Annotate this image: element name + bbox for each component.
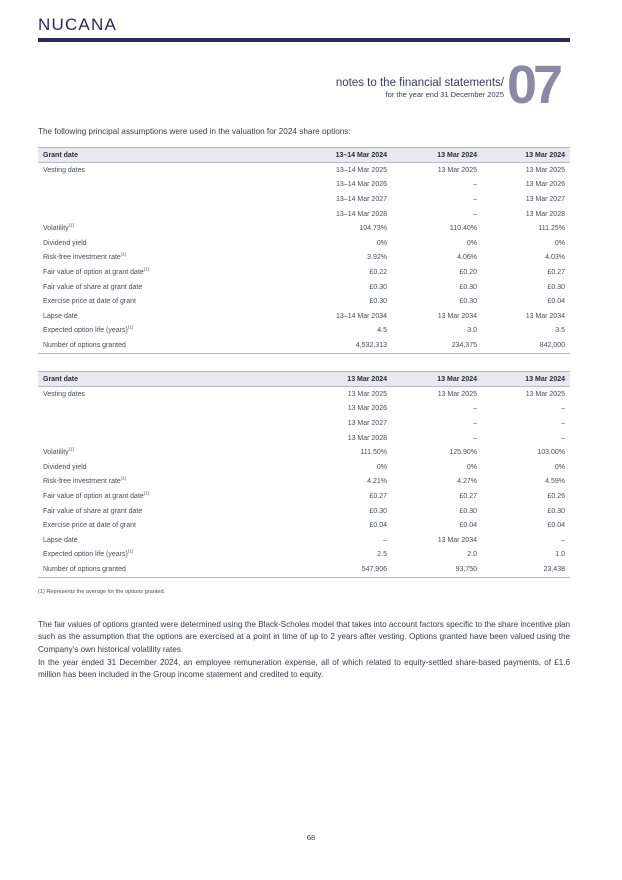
table-cell: £0.30: [547, 283, 565, 291]
table-cell: £0.26: [547, 492, 565, 500]
row-label-text: Dividend yield: [43, 463, 87, 471]
table-cell: 3.92%: [367, 254, 387, 262]
row-label-text: Fair value of share at grant date: [43, 507, 143, 515]
footnote-marker: (1): [68, 222, 75, 228]
row-label-text: Fair value of option at grant date: [43, 492, 144, 500]
table-row: [38, 251, 570, 266]
table-cell: –: [473, 210, 477, 218]
table-cell: £0.22: [369, 268, 387, 276]
table-cell: 4.06%: [457, 254, 477, 262]
row-label: [38, 533, 302, 548]
table-cell: 125.90%: [449, 449, 477, 457]
table-cell: –: [561, 536, 565, 544]
row-label-text: Vesting dates: [43, 166, 86, 174]
column-header: 13–14 Mar 2024: [302, 148, 392, 163]
table-cell: £0.04: [369, 522, 387, 530]
row-label: [38, 416, 302, 431]
table-cell: 13 Mar 2034: [437, 536, 477, 544]
footnote-marker: (1): [120, 252, 127, 258]
table-row: [38, 309, 570, 324]
row-label-text: Volatility: [43, 225, 69, 233]
table-cell: –: [473, 181, 477, 189]
column-header: 13 Mar 2024: [482, 148, 570, 163]
table-cell: 0%: [554, 463, 565, 471]
footnote-marker: (1): [143, 266, 150, 272]
row-label-text: Exercise price at date of grant: [43, 298, 136, 306]
footnote-marker: (1): [68, 446, 75, 452]
table-cell: 2.0: [467, 551, 477, 559]
row-label: [38, 475, 302, 490]
table-row: [38, 489, 570, 504]
table-cell: 93,750: [392, 562, 482, 577]
row-label: [38, 265, 302, 280]
table-cell: 13 Mar 2025: [437, 390, 477, 398]
table-row: [38, 236, 570, 251]
table-cell: 110.40%: [449, 225, 477, 233]
table-cell: 0%: [466, 239, 477, 247]
table-cell: –: [473, 434, 477, 442]
row-label: [38, 192, 302, 207]
table-cell: 547,906: [302, 562, 392, 577]
table-row: [38, 192, 570, 207]
table-cell: 13 Mar 2027: [347, 419, 387, 427]
table-cell: £0.30: [547, 507, 565, 515]
table-cell: £0.30: [369, 283, 387, 291]
row-label-text: Expected option life (years): [43, 327, 128, 335]
table-row: [38, 416, 570, 431]
table-header-row: [38, 148, 570, 163]
table-row: [38, 518, 570, 533]
row-label: [38, 445, 302, 460]
row-label: [38, 280, 302, 295]
row-label-text: Risk-free investment rate: [43, 254, 121, 262]
header-rule: [38, 38, 570, 42]
table-row: [38, 431, 570, 446]
table-cell: 13 Mar 2025: [347, 390, 387, 398]
table-cell: –: [473, 405, 477, 413]
row-label: [38, 221, 302, 236]
table-row: [38, 445, 570, 460]
assumptions-table-2: [38, 371, 570, 578]
table-cell: £0.04: [547, 522, 565, 530]
table-row: [38, 338, 570, 353]
table-cell: 4,532,313: [302, 338, 392, 353]
table-cell: 0%: [466, 463, 477, 471]
table-cell: £0.27: [459, 492, 477, 500]
table-row: [38, 402, 570, 417]
row-label-text: Dividend yield: [43, 239, 87, 247]
table-cell: 13–14 Mar 2034: [336, 312, 387, 320]
table-cell: £0.30: [459, 507, 477, 515]
table-cell: 0%: [376, 239, 387, 247]
row-label-text: Risk-free investment rate: [43, 478, 121, 486]
column-header: Grant date: [38, 372, 302, 387]
footnote-marker: (1): [120, 476, 127, 482]
row-label: [38, 548, 302, 563]
table-cell: 13 Mar 2025: [437, 166, 477, 174]
table-row: [38, 387, 570, 402]
table-row: [38, 294, 570, 309]
table-row: [38, 324, 570, 339]
table-cell: –: [473, 195, 477, 203]
footnote-marker: (1): [127, 325, 134, 330]
row-label: [38, 460, 302, 475]
table-row: [38, 207, 570, 222]
table-cell: 1.0: [555, 551, 565, 559]
table-cell: 13 Mar 2026: [347, 405, 387, 413]
company-logo: NUCANA: [38, 15, 117, 34]
table-cell: £0.30: [459, 283, 477, 291]
table-row: [38, 504, 570, 519]
table-cell: 23,438: [482, 562, 570, 577]
table-row: [38, 460, 570, 475]
row-label-text: Number of options granted: [43, 565, 126, 573]
row-label: [38, 324, 302, 339]
row-label-text: Exercise price at date of grant: [43, 522, 136, 530]
row-label: [38, 338, 302, 353]
row-label: [38, 309, 302, 324]
table-cell: 0%: [376, 463, 387, 471]
row-label: [38, 489, 302, 504]
section-number: 07: [507, 55, 560, 115]
table-header-row: [38, 372, 570, 387]
table-cell: –: [561, 405, 565, 413]
table-cell: 4.59%: [545, 478, 565, 486]
column-header: 13 Mar 2024: [482, 372, 570, 387]
table-cell: £0.30: [459, 298, 477, 306]
row-label: [38, 431, 302, 446]
table-cell: –: [561, 434, 565, 442]
table-cell: 3.5: [555, 327, 565, 335]
table-cell: £0.30: [369, 298, 387, 306]
row-label: [38, 178, 302, 193]
row-label-text: Number of options granted: [43, 341, 126, 349]
row-label-text: Lapse date: [43, 536, 78, 544]
table-cell: £0.27: [369, 492, 387, 500]
footnote-marker: (1): [127, 549, 134, 554]
table-cell: 13 Mar 2028: [347, 434, 387, 442]
row-label-text: Fair value of share at grant date: [43, 283, 143, 291]
column-header: 13 Mar 2024: [302, 372, 392, 387]
table-cell: 4.5: [377, 327, 387, 335]
row-label: [38, 251, 302, 266]
table-cell: 234,375: [392, 338, 482, 353]
row-label: [38, 236, 302, 251]
table-row: [38, 533, 570, 548]
row-label-text: Fair value of option at grant date: [43, 268, 144, 276]
row-label: [38, 294, 302, 309]
assumptions-table-1: [38, 147, 570, 354]
table-cell: 13–14 Mar 2028: [336, 210, 387, 218]
table-cell: 842,000: [482, 338, 570, 353]
table-cell: 13 Mar 2034: [437, 312, 477, 320]
table-cell: 3.0: [467, 327, 477, 335]
table-cell: 103.00%: [537, 449, 565, 457]
row-label: [38, 163, 302, 178]
table-cell: –: [561, 419, 565, 427]
row-label: [38, 518, 302, 533]
row-label-text: Expected option life (years): [43, 551, 128, 559]
table-cell: 4.03%: [545, 254, 565, 262]
row-label-text: Lapse date: [43, 312, 78, 320]
body-paragraph: In the year ended 31 December 2024, an employee remuneration expense, all of which related to equity-settled share-based payments, of £1.6 million has been included in the Group income statement and credited to equity.: [38, 658, 570, 680]
table-cell: 111.25%: [538, 225, 565, 233]
table-cell: £0.04: [547, 298, 565, 306]
row-label: [38, 207, 302, 222]
table-cell: 104.73%: [359, 225, 387, 233]
footnote: (1) Represents the average for the options granted.: [38, 589, 166, 595]
table-cell: 13 Mar 2027: [525, 195, 565, 203]
table-cell: 13 Mar 2025: [525, 166, 565, 174]
table-cell: £0.27: [547, 268, 565, 276]
table-cell: 13–14 Mar 2026: [336, 181, 387, 189]
row-label: [38, 402, 302, 417]
table-row: [38, 178, 570, 193]
page-number: 68: [306, 833, 316, 842]
table-cell: £0.30: [369, 507, 387, 515]
table-row: [38, 265, 570, 280]
table-cell: –: [383, 536, 387, 544]
table-row: [38, 221, 570, 236]
table-cell: 13 Mar 2034: [525, 312, 565, 320]
column-header: Grant date: [38, 148, 302, 163]
row-label: [38, 387, 302, 402]
row-label-text: Volatility: [43, 449, 69, 457]
table-row: [38, 475, 570, 490]
table-cell: 4.21%: [367, 478, 387, 486]
table-cell: 13–14 Mar 2025: [336, 166, 387, 174]
row-label: [38, 562, 302, 577]
table-row: [38, 163, 570, 178]
table-cell: £0.20: [459, 268, 477, 276]
table-cell: 4.27%: [457, 478, 477, 486]
body-paragraph: The fair values of options granted were determined using the Black-Scholes model that takes into account factors specific to the share incentive plan such as the assumption that the options are exercised at a point in time of up to 2 years after vesting. Options granted have been valued using the Company’s own historical volatility rates.: [38, 620, 570, 654]
table-row: [38, 280, 570, 295]
table-cell: 13–14 Mar 2027: [336, 195, 387, 203]
footnote-marker: (1): [143, 490, 150, 496]
table-cell: 13 Mar 2026: [525, 181, 565, 189]
table-row: [38, 562, 570, 577]
table-cell: 0%: [554, 239, 565, 247]
table-cell: 13 Mar 2025: [525, 390, 565, 398]
table-cell: 13 Mar 2028: [525, 210, 565, 218]
table-cell: 2.5: [377, 551, 387, 559]
row-label-text: Vesting dates: [43, 390, 86, 398]
intro-text: The following principal assumptions were used in the valuation for 2024 share options:: [38, 127, 351, 136]
table-cell: £0.04: [459, 522, 477, 530]
column-header: 13 Mar 2024: [392, 148, 482, 163]
table-cell: 111.50%: [360, 449, 387, 457]
column-header: 13 Mar 2024: [392, 372, 482, 387]
row-label: [38, 504, 302, 519]
table-row: [38, 548, 570, 563]
section-subtitle: for the year end 31 December 2025: [385, 90, 504, 99]
section-title: notes to the financial statements/: [335, 77, 504, 89]
table-cell: –: [473, 419, 477, 427]
